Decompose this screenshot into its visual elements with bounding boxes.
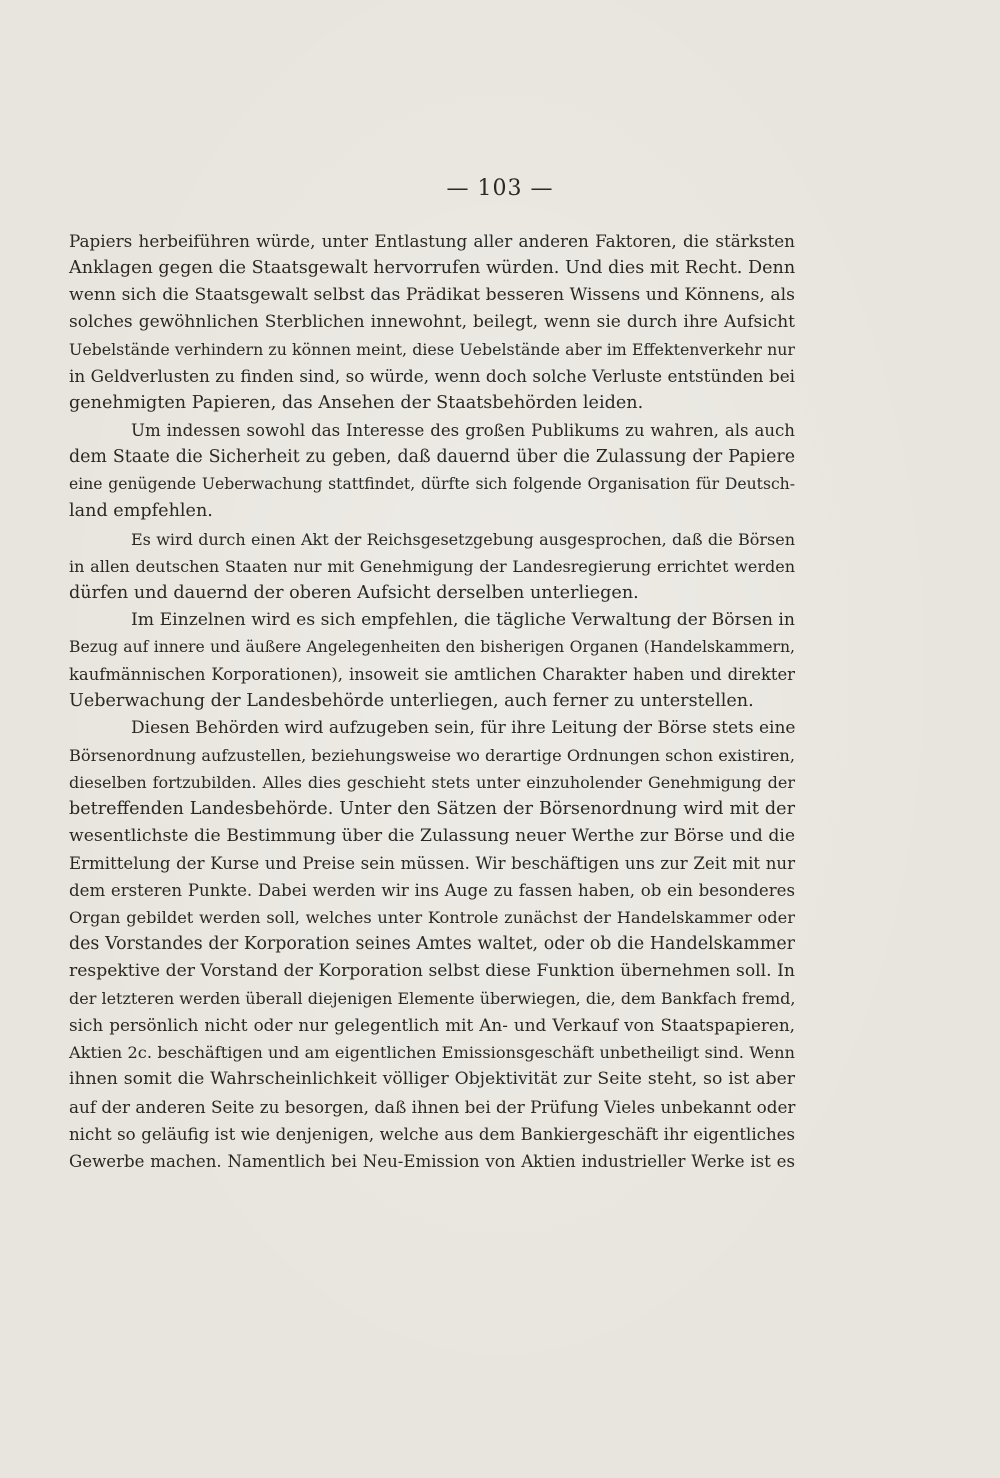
text-line: ihnen somit die Wahrscheinlichkeit völliger Objektivität zur Seite steht, so ist aber [69, 1069, 795, 1090]
body-text [69, 228, 795, 1175]
text-line: Anklagen gegen die Staatsgewalt hervorrufen würden. Und dies mit Recht. Denn [69, 258, 796, 279]
text-line: der letzteren werden überall diejenigen Elemente überwiegen, die, dem Bankfach fremd, [69, 989, 796, 1009]
text-line: Um indessen sowohl das Interesse des großen Publikums zu wahren, als auch [131, 421, 795, 441]
text-line: eine genügende Ueberwachung stattfindet, dürfte sich folgende Organisation für Deutsch- [69, 475, 795, 494]
text-line: Börsenordnung aufzustellen, beziehungsweise wo derartige Ordnungen schon existiren, [69, 745, 795, 765]
paragraph [69, 715, 795, 1175]
text-line: wenn sich die Staatsgewalt selbst das Prädikat besseren Wissens und Könnens, als [69, 285, 795, 306]
text-line: kaufmännischen Korporationen), insoweit sie amtlichen Charakter haben und direkter [69, 664, 795, 684]
text-line: Organ gebildet werden soll, welches unter Kontrole zunächst der Handelskammer oder [69, 908, 795, 928]
text-line: in Geldverlusten zu finden sind, so würde, wenn doch solche Verluste entstünden bei [69, 366, 795, 387]
text-line: auf der anderen Seite zu besorgen, daß ihnen bei der Prüfung Vieles unbekannt oder [69, 1096, 796, 1117]
text-line: dem Staate die Sicherheit zu geben, daß dauernd über die Zulassung der Papiere [69, 447, 795, 468]
text-line: dem ersteren Punkte. Dabei werden wir ins Auge zu fassen haben, ob ein besonderes [69, 881, 795, 901]
text-line: Ueberwachung der Landesbehörde unterliegen, auch ferner zu unterstellen. [69, 690, 754, 711]
paragraph [69, 417, 795, 525]
text-line: Gewerbe machen. Namentlich bei Neu-Emission von Aktien industrieller Werke ist es [69, 1151, 795, 1171]
text-line: wesentlichste die Bestimmung über die Zulassung neuer Werthe zur Börse und die [69, 826, 795, 847]
text-line: Papiers herbeiführen würde, unter Entlastung aller anderen Faktoren, die stärksten [69, 231, 795, 251]
text-line: dieselben fortzubilden. Alles dies geschieht stets unter einzuholender Genehmigung der [69, 772, 795, 792]
text-line: genehmigten Papieren, das Ansehen der Staatsbehörden leiden. [69, 393, 644, 414]
text-line: nicht so geläufig ist wie denjenigen, welche aus dem Bankiergeschäft ihr eigentliches [69, 1124, 795, 1144]
text-line: dürfen und dauernd der oberen Aufsicht derselben unterliegen. [69, 582, 639, 603]
paragraph [69, 607, 795, 715]
text-line: betreffenden Landesbehörde. Unter den Sätzen der Börsenordnung wird mit der [69, 798, 795, 819]
text-line: Ermittelung der Kurse und Preise sein müssen. Wir beschäftigen uns zur Zeit mit nur [69, 854, 795, 874]
text-line: in allen deutschen Staaten nur mit Genehmigung der Landesregierung errichtet werden [69, 556, 795, 576]
text-line: Diesen Behörden wird aufzugeben sein, für ihre Leitung der Börse stets eine [131, 717, 796, 738]
text-line: Im Einzelnen wird es sich empfehlen, die tägliche Verwaltung der Börsen in [131, 609, 795, 630]
text-line: Bezug auf innere und äußere Angelegenheiten den bisherigen Organen (Handelskammern, [69, 637, 795, 656]
paragraph [69, 526, 795, 607]
text-line: respektive der Vorstand der Korporation selbst diese Funktion übernehmen soll. In [69, 961, 795, 982]
text-line: des Vorstandes der Korporation seines Amtes waltet, oder ob die Handelskammer [69, 934, 795, 955]
text-line: solches gewöhnlichen Sterblichen innewohnt, beilegt, wenn sie durch ihre Aufsicht [69, 312, 795, 333]
text-line: Aktien 2c. beschäftigen und am eigentlichen Emissionsgeschäft unbetheiligt sind. Wenn [69, 1043, 795, 1063]
paragraph [69, 228, 795, 417]
text-line: Es wird durch einen Akt der Reichsgesetzgebung ausgesprochen, daß die Börsen [131, 529, 795, 549]
page-number: — 103 — [446, 176, 554, 201]
text-line: land empfehlen. [69, 501, 213, 522]
text-line: Uebelstände verhindern zu können meint, diese Uebelstände aber im Effektenverkehr nur [69, 340, 795, 360]
text-line: sich persönlich nicht oder nur gelegentlich mit An- und Verkauf von Staatspapieren, [69, 1015, 795, 1036]
